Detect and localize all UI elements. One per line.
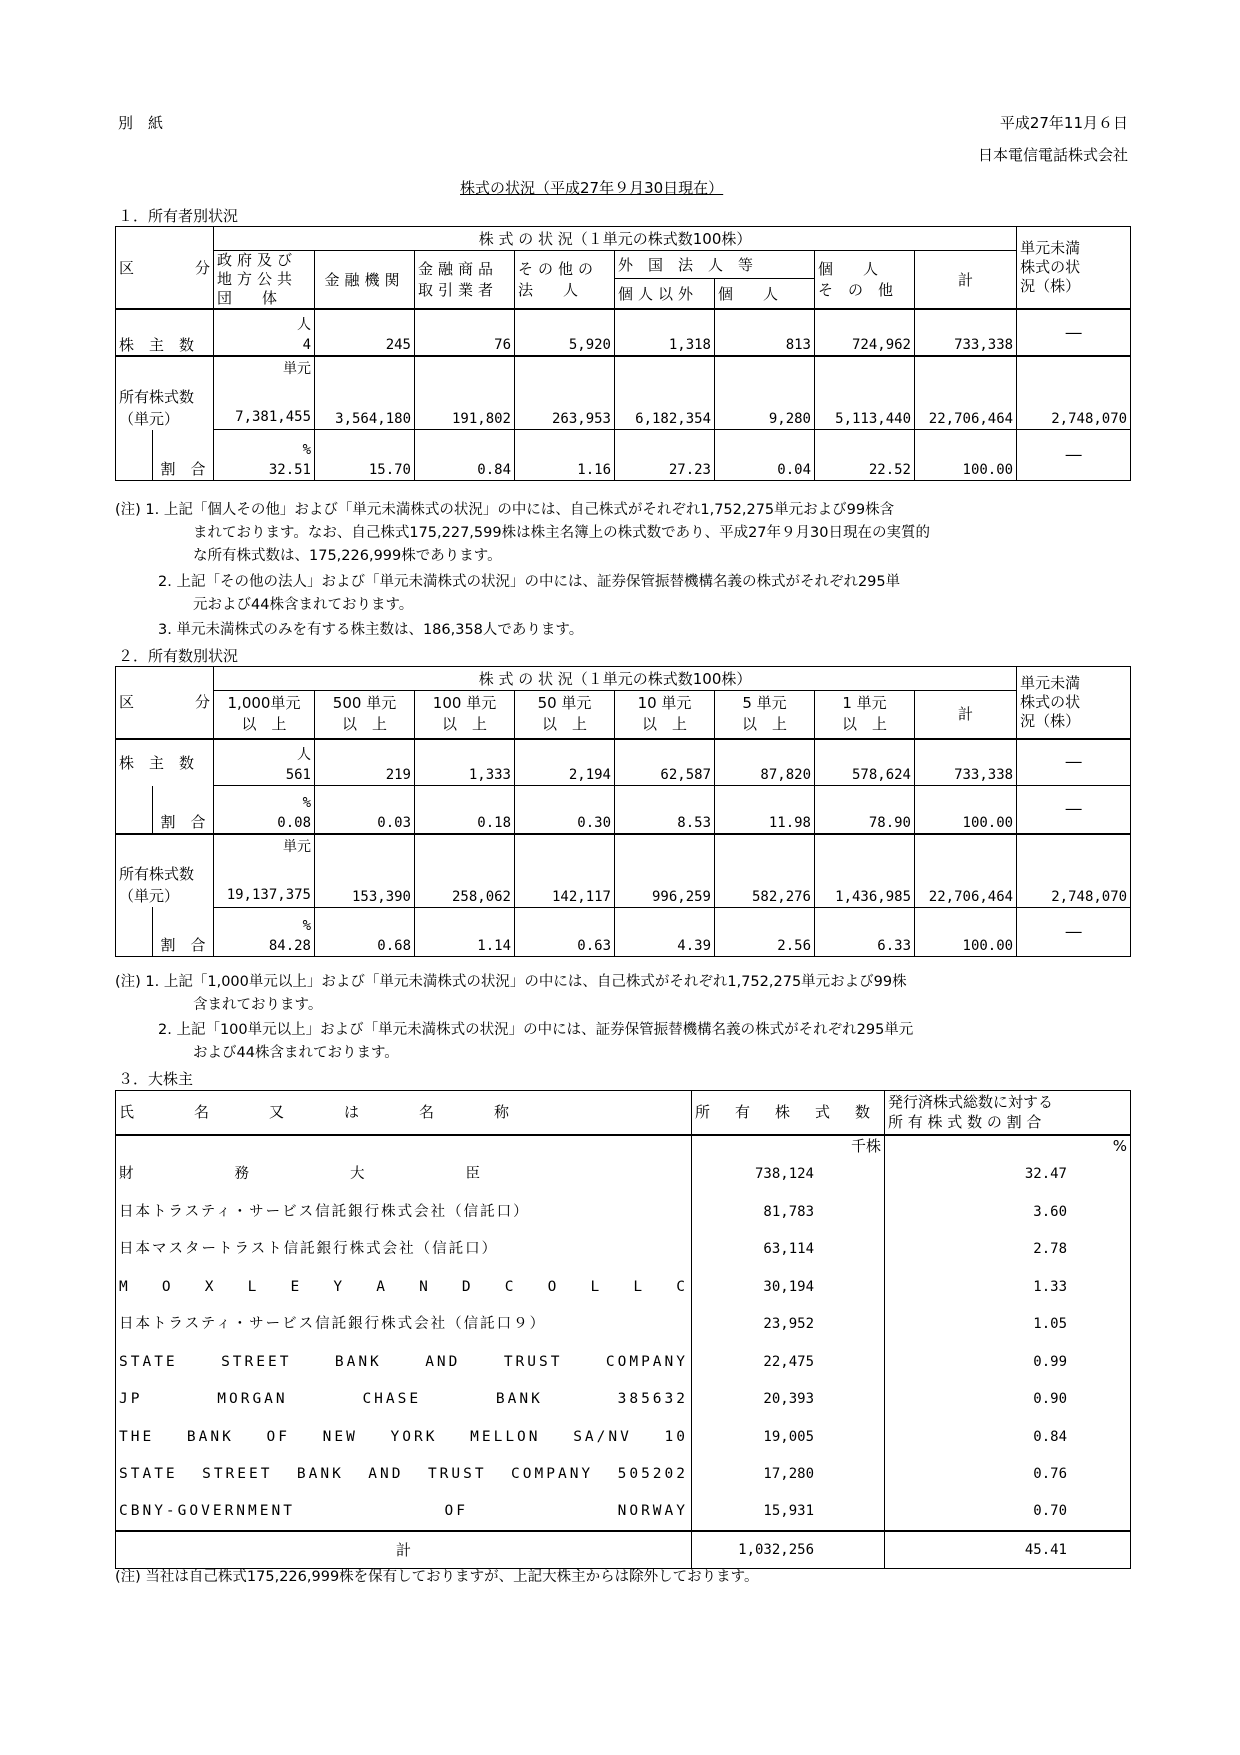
cell: 3,564,180 <box>315 356 415 430</box>
section2-heading: ２．所有数別状況 <box>118 647 239 665</box>
table-row <box>116 1156 1131 1194</box>
col-500: 500 単元 以 上 <box>315 691 415 739</box>
shareholder-shares: 63,114 <box>692 1231 885 1269</box>
shareholder-name: 日本マスタートラスト信託銀行株式会社（信託口） <box>116 1231 692 1269</box>
cell: % 32.51 <box>214 430 315 481</box>
cell: 11.98 <box>715 786 815 834</box>
shareholder-ratio: 1.33 <box>885 1268 1131 1306</box>
col-other-corp: その他の 法 人 <box>515 251 615 310</box>
shareholder-ratio: 0.76 <box>885 1456 1131 1494</box>
shareholder-name: CBNY-GOVERNMENT OF NORWAY <box>116 1493 692 1531</box>
total-shares: 1,032,256 <box>692 1531 885 1569</box>
table-row <box>116 430 1131 481</box>
major-shareholders-table <box>115 1090 1131 1569</box>
cell: 578,624 <box>815 739 915 786</box>
shareholder-name: 日本トラスティ・サービス信託銀行株式会社（信託口９） <box>116 1306 692 1344</box>
odd-lot-header: 単元未満 株式の状 況（株） <box>1017 667 1131 739</box>
shareholder-shares: 30,194 <box>692 1268 885 1306</box>
row-label: 割 合 <box>116 430 214 481</box>
company-name: 日本電信電話株式会社 <box>977 146 1128 164</box>
cell: 6,182,354 <box>615 356 715 430</box>
table-row <box>116 1531 1131 1569</box>
h-shares: 所 有 株 式 数 <box>692 1091 885 1135</box>
table-row <box>116 786 1131 834</box>
cell: 258,062 <box>415 834 515 908</box>
col-foreign: 外 国 法 人 等 <box>615 251 815 279</box>
table-row <box>116 356 1131 430</box>
table-row <box>116 907 1131 957</box>
note-line: (注) 1. 上記「個人その他」および「単元未満株式の状況」の中には、自己株式がそれぞれ1,752,275単元および99株含 <box>115 502 895 518</box>
attachment-label: 別 紙 <box>118 114 164 132</box>
cell: 6.33 <box>815 907 915 957</box>
table-row <box>116 1343 1131 1381</box>
cell: 996,259 <box>615 834 715 908</box>
row-label: 株 主 数 <box>116 309 214 356</box>
cell: ― <box>1017 739 1131 786</box>
cell: 15.70 <box>315 430 415 481</box>
cell: 1.14 <box>415 907 515 957</box>
note-line: (注) 当社は自己株式175,226,999株を保有しておりますが、上記大株主からは除外しております。 <box>115 1569 759 1585</box>
shareholder-shares: 22,475 <box>692 1343 885 1381</box>
cell: 813 <box>715 309 815 356</box>
cell: 263,953 <box>515 356 615 430</box>
cell: 5,113,440 <box>815 356 915 430</box>
note-line: 2. 上記「100単元以上」および「単元未満株式の状況」の中には、証券保管振替機構名義の株式がそれぞれ295単元 <box>158 1022 914 1038</box>
cell: % 84.28 <box>214 907 315 957</box>
table-row <box>116 1381 1131 1419</box>
col-10: 10 単元 以 上 <box>615 691 715 739</box>
table-row <box>116 1493 1131 1531</box>
cell: 22.52 <box>815 430 915 481</box>
col-100: 100 単元 以 上 <box>415 691 515 739</box>
cell: 2,748,070 <box>1017 834 1131 908</box>
shareholder-ratio: 0.99 <box>885 1343 1131 1381</box>
cell: 219 <box>315 739 415 786</box>
cell: 0.04 <box>715 430 815 481</box>
h-name: 氏 名 又 は 名 称 <box>116 1091 692 1135</box>
row-label: 割 合 <box>116 786 214 834</box>
owner-table <box>115 226 1131 481</box>
shareholder-shares: 23,952 <box>692 1306 885 1344</box>
section2-notes <box>115 972 1135 1064</box>
col-foreign-nonindiv: 個人以外 <box>615 279 715 309</box>
unit-shares: 千株 <box>692 1135 885 1156</box>
shareholder-name: JP MORGAN CHASE BANK 385632 <box>116 1381 692 1419</box>
shareholder-name: 財 務 大 臣 <box>116 1156 692 1194</box>
total-label: 計 <box>116 1531 692 1569</box>
col-total: 計 <box>915 251 1017 310</box>
row-label: 割 合 <box>116 907 214 957</box>
cell: 100.00 <box>915 907 1017 957</box>
table-row <box>116 1456 1131 1494</box>
cell: 人 4 <box>214 309 315 356</box>
cell: 191,802 <box>415 356 515 430</box>
table-row <box>116 1418 1131 1456</box>
cell: 78.90 <box>815 786 915 834</box>
cell: 245 <box>315 309 415 356</box>
shareholder-ratio: 0.70 <box>885 1493 1131 1531</box>
cell: 582,276 <box>715 834 815 908</box>
cell: 22,706,464 <box>915 356 1017 430</box>
shareholder-shares: 19,005 <box>692 1418 885 1456</box>
shareholder-ratio: 3.60 <box>885 1193 1131 1231</box>
shareholder-ratio: 1.05 <box>885 1306 1131 1344</box>
cell: ― <box>1017 430 1131 481</box>
h-ratio: 発行済株式総数に対する 所 有 株 式 数 の 割 合 <box>885 1091 1131 1135</box>
cell: 153,390 <box>315 834 415 908</box>
cell: ― <box>1017 786 1131 834</box>
cell: 142,117 <box>515 834 615 908</box>
row-label: 所有株式数 （単元） <box>116 834 214 908</box>
table-row <box>116 1268 1131 1306</box>
size-table <box>115 666 1131 957</box>
col-foreign-indiv: 個 人 <box>715 279 815 309</box>
shareholder-name: THE BANK OF NEW YORK MELLON SA/NV 10 <box>116 1418 692 1456</box>
cell: 1.16 <box>515 430 615 481</box>
cell: 733,338 <box>915 309 1017 356</box>
cell: 100.00 <box>915 430 1017 481</box>
odd-lot-header: 単元未満 株式の状 況（株） <box>1017 227 1131 310</box>
cell: 1,318 <box>615 309 715 356</box>
cell: 5,920 <box>515 309 615 356</box>
col-total: 計 <box>915 691 1017 739</box>
document-date: 平成27年11月６日 <box>999 114 1128 132</box>
top-header: 株 式 の 状 況（１単元の株式数100株） <box>214 227 1017 251</box>
cell: 62,587 <box>615 739 715 786</box>
cell: 2,194 <box>515 739 615 786</box>
note-line: まれております。なお、自己株式175,227,599株は株主名簿上の株式数であり、平成27年９月30日現在の実質的 <box>193 525 930 541</box>
col-sec: 金融商品 取引業者 <box>415 251 515 310</box>
unit-ratio: % <box>885 1135 1131 1156</box>
section3-heading: ３．大株主 <box>118 1070 194 1088</box>
table-row <box>116 739 1131 786</box>
cell: 2.56 <box>715 907 815 957</box>
shareholder-ratio: 2.78 <box>885 1231 1131 1269</box>
cell: 27.23 <box>615 430 715 481</box>
table-row <box>116 1306 1131 1344</box>
shareholder-shares: 20,393 <box>692 1381 885 1419</box>
cell: 1,333 <box>415 739 515 786</box>
shareholder-ratio: 0.90 <box>885 1381 1131 1419</box>
col-1: 1 単元 以 上 <box>815 691 915 739</box>
col-fin: 金融機関 <box>315 251 415 310</box>
table-row <box>116 1231 1131 1269</box>
cell: 100.00 <box>915 786 1017 834</box>
table-row <box>116 1193 1131 1231</box>
kubun-header: 区 分 <box>116 667 214 739</box>
shareholder-name: STATE STREET BANK AND TRUST COMPANY 505202 <box>116 1456 692 1494</box>
cell: 8.53 <box>615 786 715 834</box>
shareholder-name: 日本トラスティ・サービス信託銀行株式会社（信託口） <box>116 1193 692 1231</box>
row-label: 所有株式数 （単元） <box>116 356 214 430</box>
shareholder-ratio: 32.47 <box>885 1156 1131 1194</box>
row-label: 株 主 数 <box>116 739 214 786</box>
cell: 76 <box>415 309 515 356</box>
note-line: (注) 1. 上記「1,000単元以上」および「単元未満株式の状況」の中には、自己株式がそれぞれ1,752,275単元および99株 <box>115 974 907 990</box>
shareholder-name: STATE STREET BANK AND TRUST COMPANY <box>116 1343 692 1381</box>
note-line: 3. 単元未満株式のみを有する株主数は、186,358人であります。 <box>158 622 584 638</box>
section1-notes <box>115 500 1135 640</box>
note-line: 2. 上記「その他の法人」および「単元未満株式の状況」の中には、証券保管振替機構名義の株式がそれぞれ295単 <box>158 574 901 590</box>
cell: 22,706,464 <box>915 834 1017 908</box>
note-line: な所有株式数は、175,226,999株であります。 <box>193 548 502 564</box>
cell <box>116 1135 692 1156</box>
shareholder-name: M O X L E Y A N D C O L L C <box>116 1268 692 1306</box>
note-line: および44株含まれております。 <box>193 1045 399 1061</box>
cell: 単元 7,381,455 <box>214 356 315 430</box>
cell: 0.18 <box>415 786 515 834</box>
note-line: 元および44株含まれております。 <box>193 597 414 613</box>
cell: % 0.08 <box>214 786 315 834</box>
cell: 9,280 <box>715 356 815 430</box>
cell: ― <box>1017 907 1131 957</box>
kubun-header: 区 分 <box>116 227 214 310</box>
cell: 733,338 <box>915 739 1017 786</box>
shareholder-shares: 15,931 <box>692 1493 885 1531</box>
cell: 単元 19,137,375 <box>214 834 315 908</box>
cell: 2,748,070 <box>1017 356 1131 430</box>
page-title: 株式の状況（平成27年９月30日現在） <box>460 179 724 197</box>
cell: 1,436,985 <box>815 834 915 908</box>
shareholder-shares: 81,783 <box>692 1193 885 1231</box>
shareholder-ratio: 0.84 <box>885 1418 1131 1456</box>
cell: 0.84 <box>415 430 515 481</box>
cell: 0.68 <box>315 907 415 957</box>
col-1000: 1,000単元 以 上 <box>214 691 315 739</box>
cell: 87,820 <box>715 739 815 786</box>
section1-heading: １．所有者別状況 <box>118 207 239 225</box>
shareholder-shares: 738,124 <box>692 1156 885 1194</box>
table-row <box>116 834 1131 908</box>
shareholder-shares: 17,280 <box>692 1456 885 1494</box>
cell: 0.03 <box>315 786 415 834</box>
table-row <box>116 309 1131 356</box>
total-ratio: 45.41 <box>885 1531 1131 1569</box>
col-5: 5 単元 以 上 <box>715 691 815 739</box>
cell: 724,962 <box>815 309 915 356</box>
top-header: 株 式 の 状 況（１単元の株式数100株） <box>214 667 1017 691</box>
col-indiv: 個 人 そ の 他 <box>815 251 915 310</box>
col-50: 50 単元 以 上 <box>515 691 615 739</box>
col-gov: 政府及び 地方公共 団 体 <box>214 251 315 310</box>
cell: ― <box>1017 309 1131 356</box>
cell: 0.63 <box>515 907 615 957</box>
note-line: 含まれております。 <box>193 997 323 1013</box>
cell: 4.39 <box>615 907 715 957</box>
cell: 人 561 <box>214 739 315 786</box>
cell: 0.30 <box>515 786 615 834</box>
